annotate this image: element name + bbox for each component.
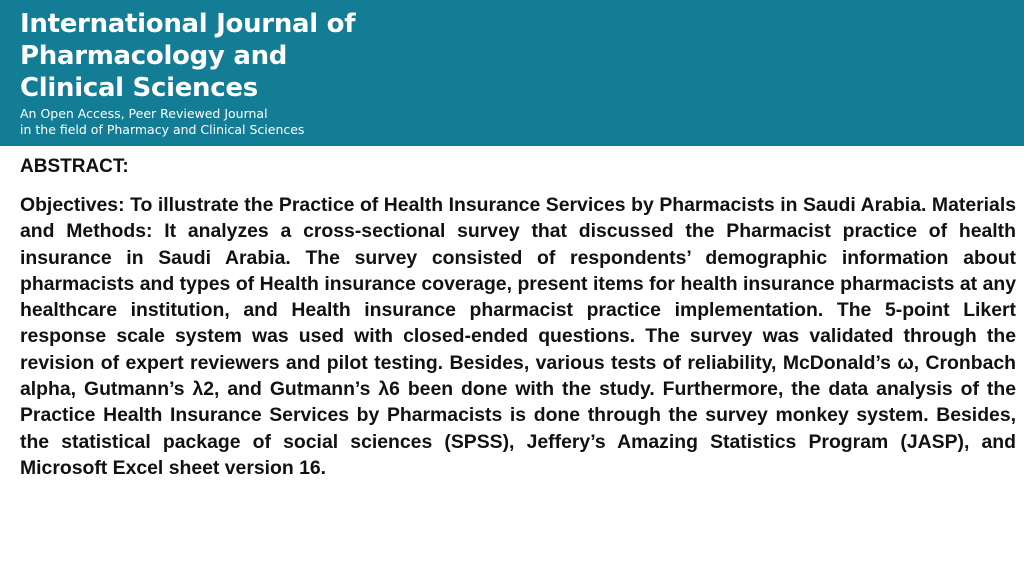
abstract-body bbox=[20, 192, 1016, 481]
objectives-label: Objectives: bbox=[20, 194, 125, 216]
journal-title bbox=[20, 8, 355, 104]
journal-title-line-1: International Journal of bbox=[20, 9, 356, 39]
objectives-text: To illustrate the Practice of Health Insurance Services by Pharmacists in Saudi Arabia. bbox=[124, 194, 932, 216]
journal-subtitle-line-2: in the field of Pharmacy and Clinical Sciences bbox=[20, 122, 305, 137]
journal-subtitle bbox=[20, 106, 304, 138]
journal-title-line-3: Clinical Sciences bbox=[20, 73, 258, 103]
journal-subtitle-line-1: An Open Access, Peer Reviewed Journal bbox=[20, 106, 268, 121]
journal-header bbox=[0, 0, 1024, 146]
methods-label: Materials and Methods: bbox=[20, 194, 1016, 243]
methods-text: It analyzes a cross-sectional survey that discussed the Pharmacist practice of health insurance in Saudi Arabia. The survey consisted of respondents’ demographic information about pharmacists and types of Health insurance coverage, present items for health insurance pharmacists at any healthcare institution, and Health insurance pharmacist practice implementation. The 5-point Likert response scale system was used with closed-ended questions. The survey was validated through the revision of expert reviewers and pilot testing. Besides, various tests of reliability, McDonald’s ω, Cronbach alpha, Gutmann’s λ2, and Gutmann’s λ6 been done with the study. Furthermore, the data analysis of the Practice Health Insurance Services by Pharmacists is done through the survey monkey system. Besides, the statistical package of social sciences (SPSS), Jeffery’s Amazing Statistics Program (JASP), and Microsoft Excel sheet version 16. bbox=[20, 220, 1016, 479]
journal-title-line-2: Pharmacology and bbox=[20, 41, 288, 71]
abstract-section bbox=[20, 154, 1016, 481]
abstract-heading: ABSTRACT: bbox=[20, 156, 129, 177]
